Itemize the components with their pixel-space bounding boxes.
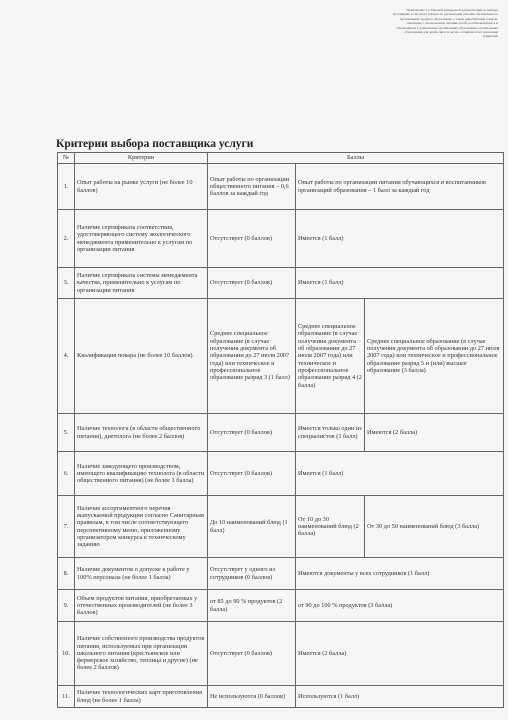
appendix-note: Приложение 3 к Типовой конкурсной документации по выбору поставщика услуги или товаров по организации питания обучающихся в организациях среднего образования, а также приобретения товаров, связанных с обеспечением питания детей, воспитывающихся и обучающихся в дошкольных организациях образования, организациях образования для детей-сирот и детей, оставшихся без попечения родителей [392, 8, 498, 39]
row-number: 5. [58, 414, 75, 452]
points-cell: Имеется (1 балл) [296, 268, 504, 299]
table-row [58, 558, 504, 590]
table-row [58, 299, 504, 414]
points-cell: Отсутствует (0 баллов) [208, 210, 296, 268]
points-cell: Имеется (2 балла) [296, 622, 504, 686]
table-row [58, 210, 504, 268]
points-cell: Имеется (1 балл) [296, 452, 504, 496]
points-cell: Не используются (0 баллов) [208, 686, 296, 708]
table-row [58, 686, 504, 708]
criterion-cell: Наличие ассортиментного перечня выпускаемой продукции согласно Санитарным правилам, в том числе соответствующего перспективному меню, приложенному организатором конкурса к техническому заданию [75, 496, 208, 558]
points-cell: Среднее специальное образование (в случае получения документа об образовании до 27 июля 2007 года) или техническое и профессиональное образование разряд 5 и (или) высшее образование (3 балла) [365, 299, 504, 414]
points-cell: Отсутствует у одного из сотрудников (0 баллов) [208, 558, 296, 590]
points-cell: Используются (1 балл) [296, 686, 504, 708]
points-cell: Опыт работы по организации общественного питания – 0,6 баллов за каждый год [208, 164, 296, 210]
points-cell: Опыт работы по организации питания обучающихся и воспитанников организаций образования – 1 балл за каждый год [296, 164, 504, 210]
criterion-cell: Наличие собственного производства продуктов питания, используемых при организации школьного питания (крестьянское или фермерское хозяйство, теплица и другие) (не более 2 баллов) [75, 622, 208, 686]
table-row [58, 414, 504, 452]
points-cell: Отсутствует (0 баллов) [208, 452, 296, 496]
row-number: 9. [58, 590, 75, 622]
row-number: 1. [58, 164, 75, 210]
points-cell: Отсутствует (0 баллов) [208, 414, 296, 452]
criterion-cell: Квалификация повара (не более 10 баллов). [75, 299, 208, 414]
page-title: Критерии выбора поставщика услуги [56, 138, 254, 150]
table-row [58, 622, 504, 686]
points-cell: от 85 до 90 % продуктов (2 балла) [208, 590, 296, 622]
criterion-cell: Объем продуктов питания, приобретаемых у отечественных производителей (не более 3 баллов) [75, 590, 208, 622]
table-row [58, 496, 504, 558]
row-number: 7. [58, 496, 75, 558]
points-cell: От 10 до 30 наименований блюд (2 балла) [296, 496, 365, 558]
criterion-cell: Наличие сертификата соответствия, удостоверяющего систему экологического менеджмента применительно к услугам по организации питания [75, 210, 208, 268]
points-cell: Имеются (2 балла) [365, 414, 504, 452]
points-cell: Отсутствует (0 баллов) [208, 622, 296, 686]
table-row [58, 452, 504, 496]
header-criteria: Критерии [75, 153, 208, 164]
criterion-cell: Наличие документов о допуске к работе у 100% персонала (не более 1 балла) [75, 558, 208, 590]
points-cell: Среднее специальное образование (в случае получения документа об образовании до 27 июля 2007 года) или техническое и профессиональное образование разряд 4 (2 балла) [296, 299, 365, 414]
criterion-cell: Наличие технологических карт приготовления блюд (не более 1 балла) [75, 686, 208, 708]
table-row [58, 164, 504, 210]
row-number: 8. [58, 558, 75, 590]
points-cell: Имеются документы у всех сотрудников (1 балл) [296, 558, 504, 590]
points-cell: До 10 наименований блюд (1 балл) [208, 496, 296, 558]
points-cell: Отсутствует (0 баллов) [208, 268, 296, 299]
row-number: 10. [58, 622, 75, 686]
criteria-table [57, 152, 504, 708]
points-cell: От 30 до 50 наименований блюд (3 балла) [365, 496, 504, 558]
header-points: Баллы [208, 153, 504, 164]
criterion-cell: Наличие технолога (в области общественного питания), диетолога (не более 2 баллов) [75, 414, 208, 452]
table-row [58, 268, 504, 299]
points-cell: Среднее специальное образование (в случае получения документа об образовании до 27 июля 2007 года) или техническое и профессиональное образование разряд 3 (1 балл) [208, 299, 296, 414]
table-row [58, 590, 504, 622]
row-number: 4. [58, 299, 75, 414]
points-cell: от 90 до 100 % продуктов (3 балла) [296, 590, 504, 622]
header-num: № [58, 153, 75, 164]
points-cell: Имеется только один из специалистов (1 балл) [296, 414, 365, 452]
row-number: 3. [58, 268, 75, 299]
criterion-cell: Опыт работы на рынке услуги (не более 10 баллов) [75, 164, 208, 210]
criterion-cell: Наличие заведующего производством, имеющего квалификацию технолога (в области общественного питания) (не более 1 балла) [75, 452, 208, 496]
criterion-cell: Наличие сертификата системы менеджмента качества, применительно к услугам по организации питания [75, 268, 208, 299]
row-number: 2. [58, 210, 75, 268]
table-header-row [58, 153, 504, 164]
points-cell: Имеется (1 балл) [296, 210, 504, 268]
row-number: 11. [58, 686, 75, 708]
row-number: 6. [58, 452, 75, 496]
